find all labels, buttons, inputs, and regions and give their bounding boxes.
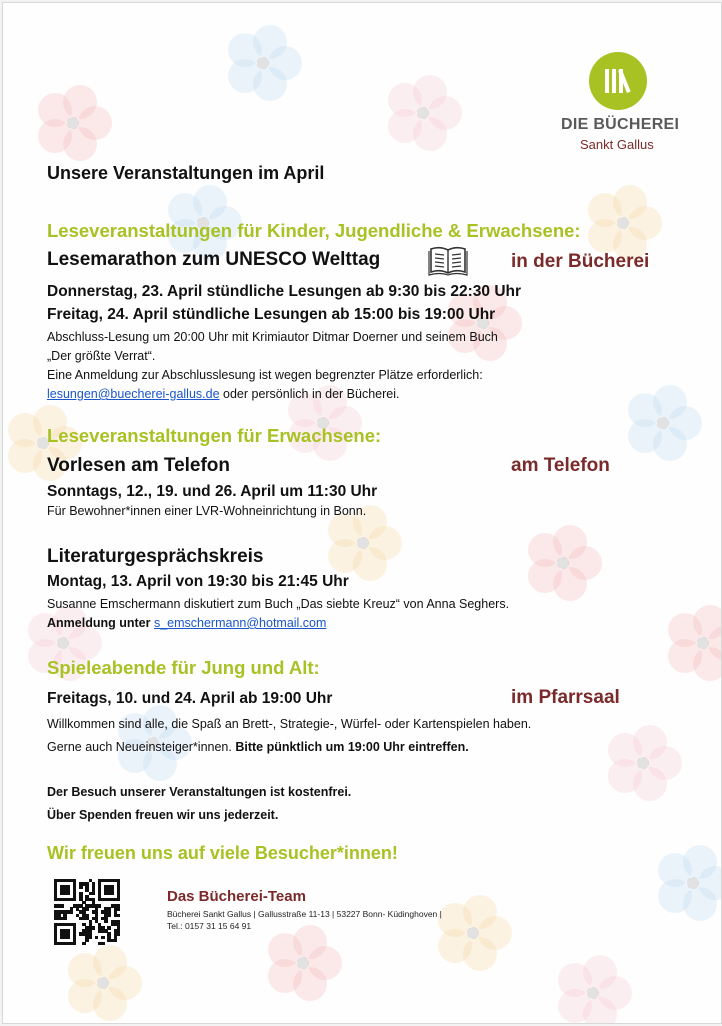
team-address: Bücherei Sankt Gallus | Gallusstraße 11-13 | 53227 Bonn- Küdinghoven | xyxy=(167,909,442,919)
section2-event2-title: Literaturgesprächskreis xyxy=(47,546,264,567)
open-book-icon xyxy=(428,243,468,277)
section3-location: im Pfarrsaal xyxy=(511,687,620,708)
section2-event2-registration xyxy=(47,616,326,630)
section2-email-link[interactable]: s_emschermann@hotmail.com xyxy=(153,616,327,630)
section3-desc2-normal: Gerne auch Neueinsteiger*innen. xyxy=(47,740,236,754)
section2-event1-desc: Für Bewohner*innen einer LVR-Wohneinrichtung in Bonn. xyxy=(47,504,367,518)
section2-heading: Leseveranstaltungen für Erwachsene: xyxy=(47,425,382,446)
section1-date2: Freitag, 24. April stündliche Lesungen ab 15:00 bis 19:00 Uhr xyxy=(47,306,496,323)
section2-event2-desc: Susanne Emschermann diskutiert zum Buch „Das siebte Kreuz“ von Anna Seghers. xyxy=(47,597,510,611)
section1-line4 xyxy=(47,387,400,401)
section1-date1: Donnerstag, 23. April stündliche Lesungen ab 9:30 bis 22:30 Uhr xyxy=(47,283,522,300)
section3-heading: Spieleabende für Jung und Alt: xyxy=(47,657,320,678)
team-phone: Tel.: 0157 31 15 64 91 xyxy=(167,921,252,931)
closing-line: Wir freuen uns auf viele Besucher*innen! xyxy=(47,843,398,863)
section2-event1-title: Vorlesen am Telefon xyxy=(47,455,231,476)
section2-reg-label: Anmeldung unter xyxy=(47,616,154,630)
section2-event1-location: am Telefon xyxy=(511,455,610,476)
section1-location: in der Bücherei xyxy=(511,251,650,272)
section3-desc2 xyxy=(47,740,469,754)
logo-subname: Sankt Gallus xyxy=(580,137,654,152)
section3-date: Freitags, 10. und 24. April ab 19:00 Uhr xyxy=(47,690,333,707)
team-name: Das Bücherei-Team xyxy=(167,888,306,905)
flyer-page xyxy=(2,2,722,1024)
section1-line1: Abschluss-Lesung um 20:00 Uhr mit Krimiautor Ditmar Doerner und seinem Buch xyxy=(47,330,498,344)
section1-line3: Eine Anmeldung zur Abschlusslesung ist wegen begrenzter Plätze erforderlich: xyxy=(47,368,483,382)
content xyxy=(3,3,721,1023)
free-entry-line: Der Besuch unserer Veranstaltungen ist kostenfrei. xyxy=(47,785,352,799)
page-title: Unsere Veranstaltungen im April xyxy=(47,163,325,183)
books-icon xyxy=(589,52,647,110)
qr-code-icon xyxy=(54,879,120,945)
section3-desc2-bold: Bitte pünktlich um 19:00 Uhr eintreffen. xyxy=(235,740,469,754)
section1-email-link[interactable]: lesungen@buecherei-gallus.de xyxy=(47,387,220,401)
section2-event2-date: Montag, 13. April von 19:30 bis 21:45 Uhr xyxy=(47,573,349,590)
section3-desc1: Willkommen sind alle, die Spaß an Brett-, Strategie-, Würfel- oder Kartenspielen haben. xyxy=(47,717,532,731)
section1-heading: Leseveranstaltungen für Kinder, Jugendliche & Erwachsene: xyxy=(47,220,581,241)
section1-line4-rest: oder persönlich in der Bücherei. xyxy=(219,387,400,401)
donation-line: Über Spenden freuen wir uns jederzeit. xyxy=(47,808,279,822)
section2-event1-date: Sonntags, 12., 19. und 26. April um 11:30 Uhr xyxy=(47,483,378,500)
section1-event-title: Lesemarathon zum UNESCO Welttag xyxy=(47,249,381,270)
section1-line2: „Der größte Verrat“. xyxy=(47,349,156,363)
logo-name: DIE BÜCHEREI xyxy=(561,116,680,133)
